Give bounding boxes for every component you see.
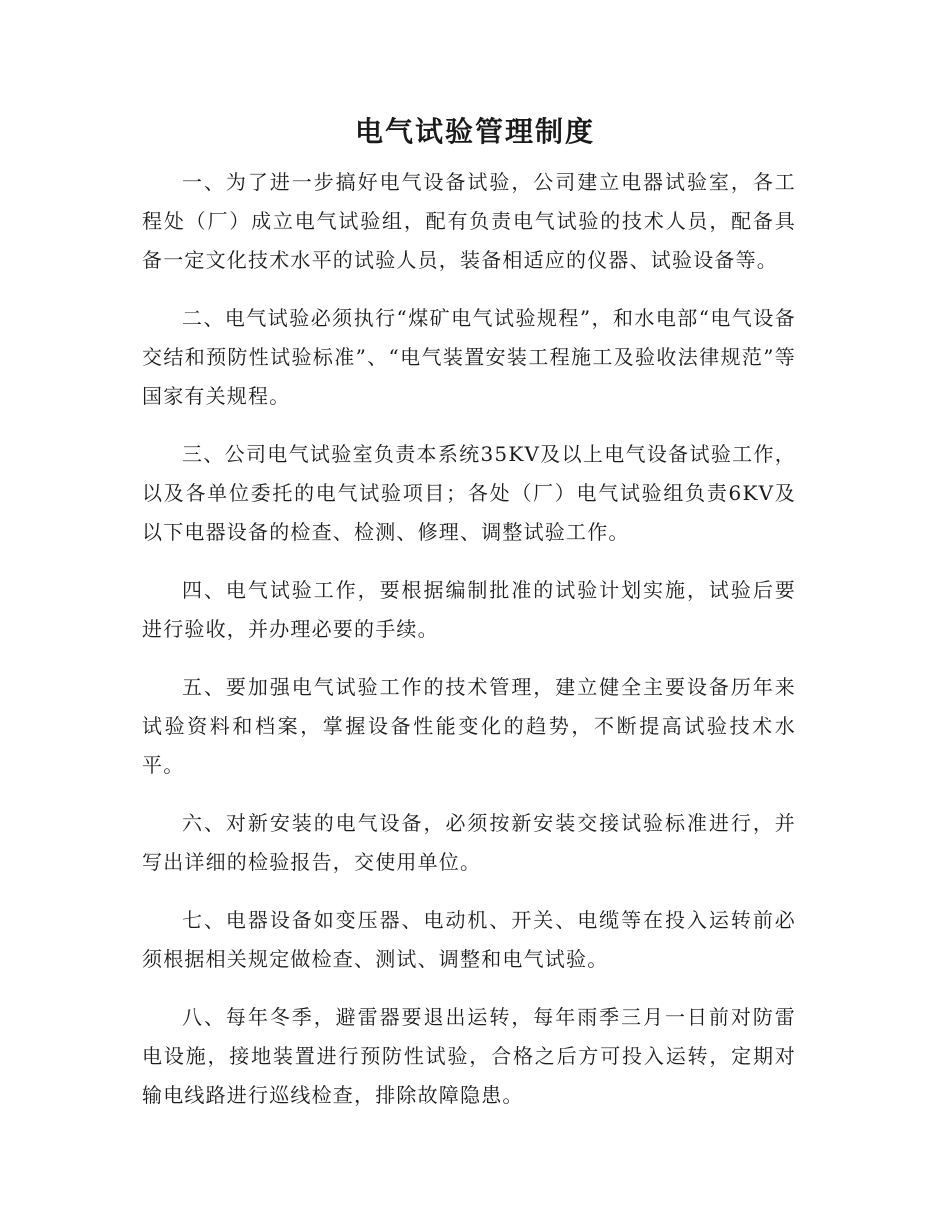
paragraph-3: 三、公司电气试验室负责本系统35KV及以上电气设备试验工作，以及各单位委托的电气试验项目；各处（厂）电气试验组负责6KV及以下电器设备的检查、检测、修理、调整试验工作。 [142, 442, 796, 544]
paragraph-6: 六、对新安装的电气设备，必须按新安装交接试验标准进行，并写出详细的检验报告，交使用单位。 [142, 811, 796, 874]
document-title: 电气试验管理制度 [354, 115, 595, 148]
paragraph-7: 七、电器设备如变压器、电动机、开关、电缆等在投入运转前必须根据相关规定做检查、测试、调整和电气试验。 [142, 908, 796, 971]
paragraph-8: 八、每年冬季，避雷器要退出运转，每年雨季三月一日前对防雷电设施，接地装置进行预防性试验，合格之后方可投入运转，定期对输电线路进行巡线检查，排除故障隐患。 [142, 1005, 796, 1107]
paragraph-5: 五、要加强电气试验工作的技术管理，建立健全主要设备历年来试验资料和档案，掌握设备性能变化的趋势，不断提高试验技术水平。 [142, 675, 796, 777]
paragraph-4: 四、电气试验工作，要根据编制批准的试验计划实施，试验后要进行验收，并办理必要的手续。 [142, 578, 796, 641]
document-body [142, 163, 796, 1134]
paragraph-1: 一、为了进一步搞好电气设备试验，公司建立电器试验室，各工程处（厂）成立电气试验组，配有负责电气试验的技术人员，配备具备一定文化技术水平的试验人员，装备相适应的仪器、试验设备等。 [142, 170, 796, 272]
paragraph-2: 二、电气试验必须执行“煤矿电气试验规程”，和水电部“电气设备交结和预防性试验标准”、“电气装置安装工程施工及验收法律规范”等国家有关规程。 [142, 306, 796, 408]
